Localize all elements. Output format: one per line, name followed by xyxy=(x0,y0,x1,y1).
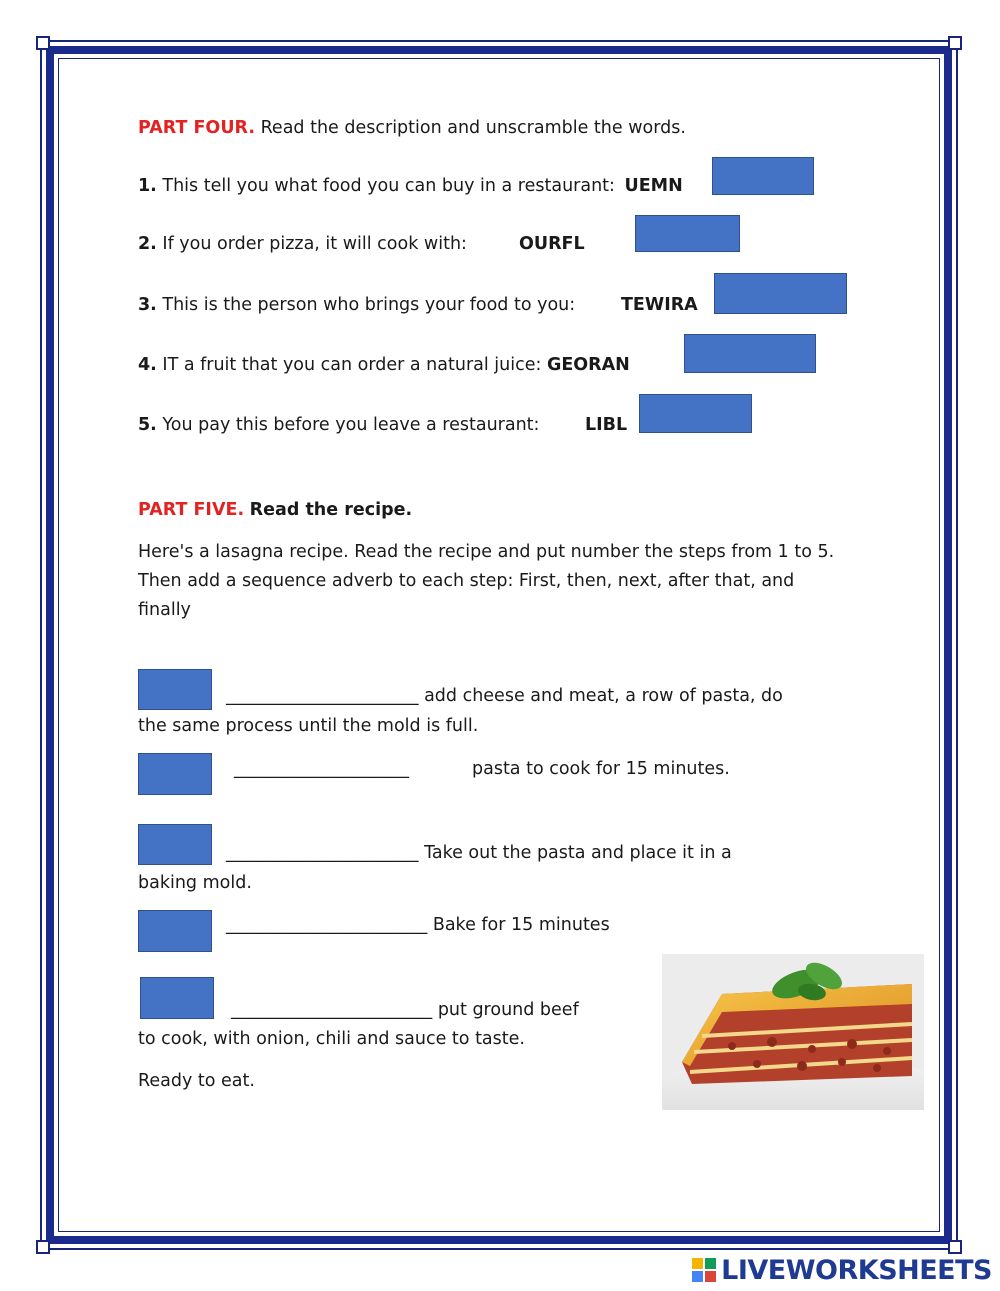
step-number-box-5[interactable] xyxy=(140,977,214,1019)
step-number-box-2[interactable] xyxy=(138,753,212,795)
border-corner xyxy=(36,1240,50,1254)
question-2 xyxy=(138,234,467,254)
question-text: You pay this before you leave a restaurant: xyxy=(162,415,540,435)
step-text-continued: the same process until the mold is full. xyxy=(138,716,479,736)
adverb-blank[interactable]: ____________________ xyxy=(234,759,409,779)
scrambled-word: UEMN xyxy=(624,176,683,196)
part-four-instruction: Read the description and unscramble the words. xyxy=(260,118,686,138)
recipe-step-3 xyxy=(226,843,732,863)
question-number: 5. xyxy=(138,415,157,435)
step-text-continued: to cook, with onion, chili and sauce to taste. xyxy=(138,1029,525,1049)
question-5 xyxy=(138,415,539,435)
border-corner xyxy=(948,1240,962,1254)
question-text: This is the person who brings your food to you: xyxy=(162,295,576,315)
brand-name: LIVEWORKSHEETS xyxy=(721,1254,992,1286)
adverb-blank[interactable]: _______________________ xyxy=(231,1000,433,1020)
question-1 xyxy=(138,176,683,196)
lasagna-image xyxy=(662,954,924,1110)
part-five-intro xyxy=(138,538,878,625)
question-text: This tell you what food you can buy in a restaurant: xyxy=(162,176,615,196)
intro-line: finally xyxy=(138,600,191,620)
question-number: 3. xyxy=(138,295,157,315)
question-number: 4. xyxy=(138,355,157,375)
step-text: put ground beef xyxy=(437,1000,579,1020)
step-number-box-3[interactable] xyxy=(138,824,212,865)
liveworksheets-logo xyxy=(691,1255,992,1285)
adverb-blank[interactable]: ______________________ xyxy=(226,843,419,863)
intro-line: Then add a sequence adverb to each step: First, then, next, after that, and xyxy=(138,571,795,591)
question-text: If you order pizza, it will cook with: xyxy=(162,234,467,254)
step-text: Bake for 15 minutes xyxy=(432,915,610,935)
answer-box-2[interactable] xyxy=(635,215,740,252)
scrambled-word: OURFL xyxy=(519,234,585,254)
step-text: add cheese and meat, a row of pasta, do xyxy=(424,686,783,706)
question-3 xyxy=(138,295,575,315)
answer-box-4[interactable] xyxy=(684,334,816,373)
scrambled-word: LIBL xyxy=(585,415,628,435)
question-4 xyxy=(138,355,630,375)
part-four-heading: PART FOUR. xyxy=(138,118,255,138)
part-five-title: Read the recipe. xyxy=(249,500,413,520)
border-corner xyxy=(948,36,962,50)
scrambled-word: TEWIRA xyxy=(621,295,698,315)
closing-text: Ready to eat. xyxy=(138,1071,255,1091)
answer-box-5[interactable] xyxy=(639,394,752,433)
recipe-step-5 xyxy=(231,1000,579,1020)
part-five-heading: PART FIVE. xyxy=(138,500,245,520)
part-five-header xyxy=(138,500,412,520)
answer-box-3[interactable] xyxy=(714,273,847,314)
adverb-blank[interactable]: ______________________ xyxy=(226,686,419,706)
intro-line: Here's a lasagna recipe. Read the recipe and put number the steps from 1 to 5. xyxy=(138,542,835,562)
recipe-step-4 xyxy=(226,915,610,935)
part-four-header xyxy=(138,118,686,138)
border-corner xyxy=(36,36,50,50)
question-number: 2. xyxy=(138,234,157,254)
answer-box-1[interactable] xyxy=(712,157,814,195)
step-text: Take out the pasta and place it in a xyxy=(424,843,732,863)
step-text: pasta to cook for 15 minutes. xyxy=(472,759,730,779)
question-number: 1. xyxy=(138,176,157,196)
logo-blocks-icon xyxy=(691,1257,717,1283)
recipe-step-2 xyxy=(234,759,409,779)
scrambled-word: GEORAN xyxy=(546,355,630,375)
question-text: IT a fruit that you can order a natural juice: xyxy=(162,355,542,375)
step-number-box-4[interactable] xyxy=(138,910,212,952)
recipe-step-1 xyxy=(226,686,783,706)
step-text-continued: baking mold. xyxy=(138,873,252,893)
step-number-box-1[interactable] xyxy=(138,669,212,710)
adverb-blank[interactable]: _______________________ xyxy=(226,915,428,935)
